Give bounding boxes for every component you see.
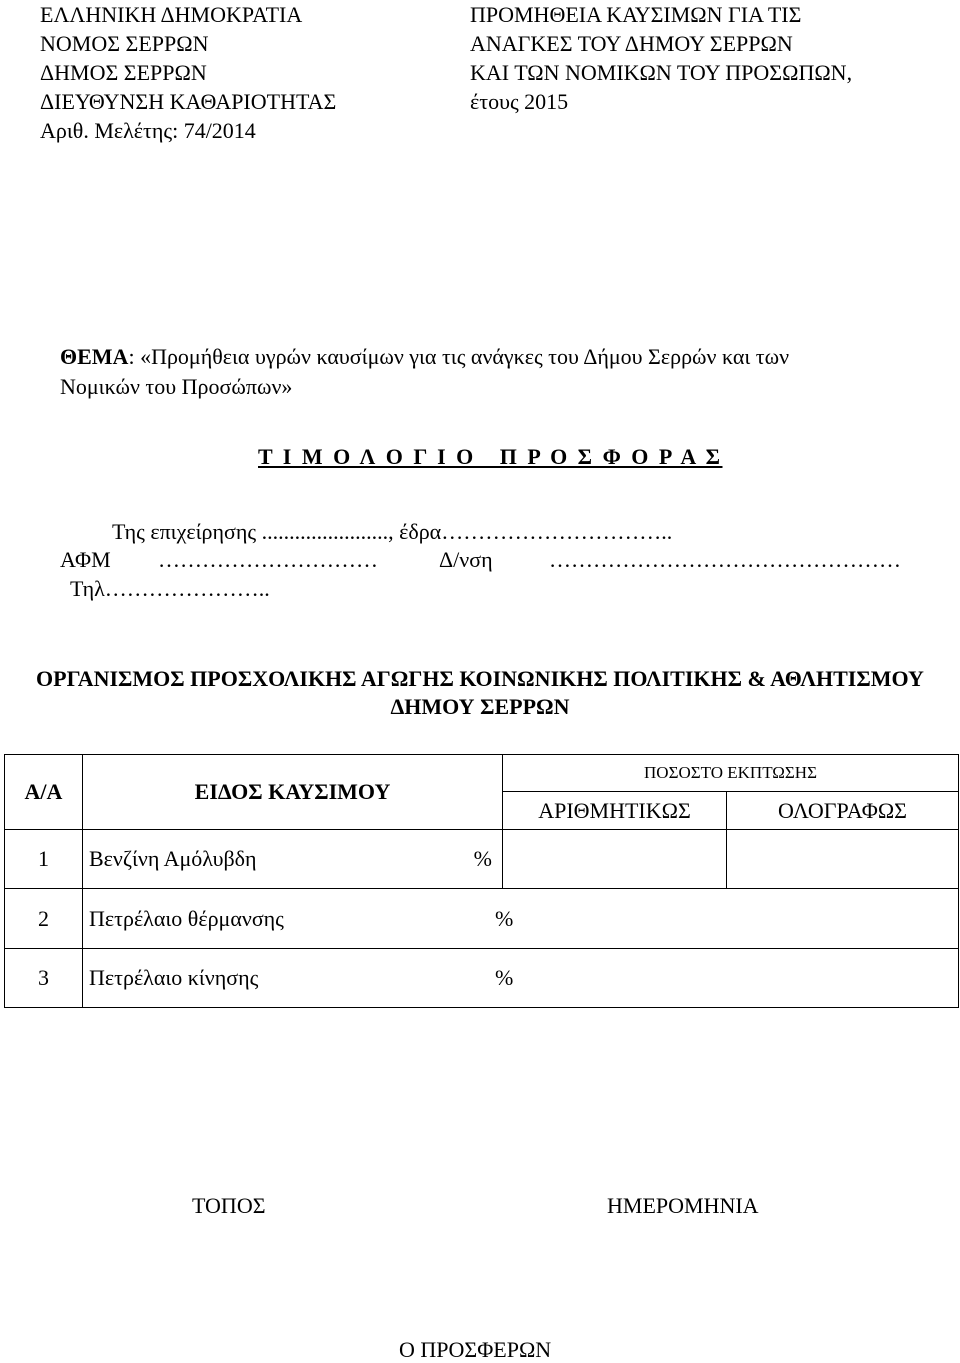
bidder-label: Ο ΠΡΟΣΦΕΡΩΝ bbox=[399, 1337, 552, 1362]
row-number: 2 bbox=[5, 889, 83, 949]
numeric-discount-cell[interactable] bbox=[503, 830, 727, 889]
row-number: 3 bbox=[5, 949, 83, 1008]
fuel-name: Βενζίνη Αμόλυβδη bbox=[89, 846, 257, 871]
company-field: Της επιχείρησης ......................., έδρα………………………….. bbox=[112, 519, 673, 544]
discount-table bbox=[4, 754, 959, 1008]
table-row bbox=[5, 949, 959, 1008]
address-field: ………………………………………… bbox=[549, 547, 901, 572]
subject-text-line1: : «Προμήθεια υγρών καυσίμων για τις ανάγκες του Δήμου Σερρών και των bbox=[128, 344, 790, 369]
header-aa: Α/Α bbox=[5, 755, 83, 830]
study-number: Αριθ. Μελέτης: 74/2014 bbox=[40, 118, 256, 143]
phone-field: Τηλ………………….. bbox=[70, 576, 270, 601]
procurement-year: έτους 2015 bbox=[470, 89, 569, 114]
place-label: ΤΟΠΟΣ bbox=[192, 1193, 266, 1218]
date-label: ΗΜΕΡΟΜΗΝΙΑ bbox=[607, 1193, 759, 1218]
percent-sign: % bbox=[495, 965, 514, 990]
words-discount-cell[interactable] bbox=[727, 830, 959, 889]
subject-label: ΘΕΜΑ bbox=[60, 344, 129, 369]
fuel-name: Πετρέλαιο κίνησης bbox=[89, 965, 259, 990]
fuel-cell bbox=[83, 949, 959, 1008]
issuer-line: ΕΛΛΗΝΙΚΗ ΔΗΜΟΚΡΑΤΙΑ bbox=[40, 2, 303, 27]
procurement-line: ΠΡΟΜΗΘΕΙΑ ΚΑΥΣΙΜΩΝ ΓΙΑ ΤΙΣ bbox=[470, 2, 802, 27]
header-discount: ΠΟΣΟΣΤΟ ΕΚΠΤΩΣΗΣ bbox=[503, 755, 959, 792]
fuel-name: Πετρέλαιο θέρμανσης bbox=[89, 905, 284, 931]
organization-title: ΟΡΓΑΝΙΣΜΟΣ ΠΡΟΣΧΟΛΙΚΗΣ ΑΓΩΓΗΣ ΚΟΙΝΩΝΙΚΗΣ ΠΟΛΙΤΙΚΗΣ & ΑΘΛΗΤΙΣΜΟΥ ΔΗΜΟΥ ΣΕΡΡΩΝ bbox=[36, 666, 924, 719]
header-fuel-type: ΕΙΔΟΣ ΚΑΥΣΙΜΟΥ bbox=[83, 755, 503, 830]
fuel-cell bbox=[83, 830, 503, 889]
header-numeric: ΑΡΙΘΜΗΤΙΚΩΣ bbox=[503, 792, 727, 830]
row-number: 1 bbox=[5, 830, 83, 889]
afm-label: ΑΦΜ bbox=[60, 547, 111, 572]
issuer-block bbox=[40, 0, 336, 145]
percent-sign: % bbox=[495, 905, 514, 931]
header-in-words: ΟΛΟΓΡΑΦΩΣ bbox=[727, 792, 959, 830]
procurement-line: ΚΑΙ ΤΩΝ ΝΟΜΙΚΩΝ ΤΟΥ ΠΡΟΣΩΠΩΝ, bbox=[470, 60, 853, 85]
percent-sign: % bbox=[473, 846, 492, 871]
afm-field: ………………………… bbox=[158, 547, 378, 572]
procurement-line: ΑΝΑΓΚΕΣ ΤΟΥ ΔΗΜΟΥ ΣΕΡΡΩΝ bbox=[470, 31, 793, 56]
address-label: Δ/νση bbox=[439, 547, 493, 572]
issuer-line: ΝΟΜΟΣ ΣΕΡΡΩΝ bbox=[40, 31, 209, 56]
offer-title: Τ Ι Μ Ο Λ Ο Γ Ι Ο Π Ρ Ο Σ Φ Ο Ρ Α Σ bbox=[258, 444, 723, 469]
table-row bbox=[5, 889, 959, 949]
issuer-line: ΔΗΜΟΣ ΣΕΡΡΩΝ bbox=[40, 60, 207, 85]
issuer-line: ΔΙΕΥΘΥΝΣΗ ΚΑΘΑΡΙΟΤΗΤΑΣ bbox=[40, 89, 337, 114]
table-row bbox=[5, 830, 959, 889]
subject bbox=[60, 342, 789, 402]
procurement-title-block bbox=[470, 0, 852, 116]
subject-text-line2: Νομικών του Προσώπων» bbox=[60, 374, 293, 399]
fuel-cell bbox=[83, 889, 959, 949]
